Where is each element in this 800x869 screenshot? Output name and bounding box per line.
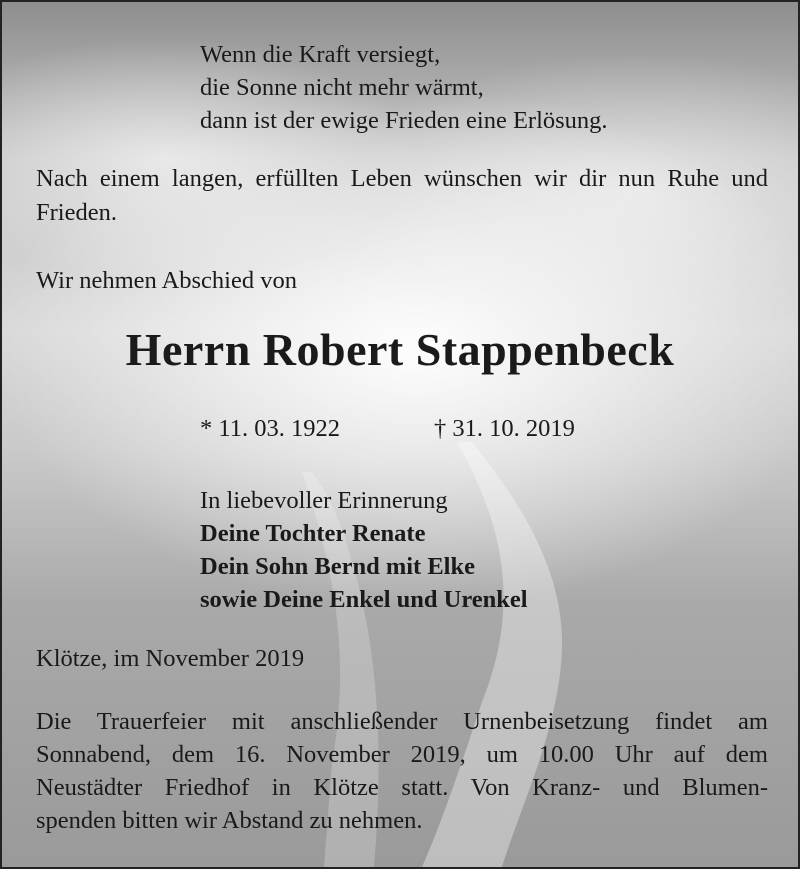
poem-line-2: die Sonne nicht mehr wärmt, (200, 74, 484, 101)
death-date: † 31. 10. 2019 (434, 415, 575, 442)
mourners-intro: In liebevoller Erinnerung (200, 487, 448, 514)
deceased-name: Herrn Robert Stappenbeck (125, 324, 675, 375)
poem-line-1: Wenn die Kraft versiegt, (200, 41, 441, 68)
funeral-line-1: Die Trauerfeier mit anschließender Urnenbeisetzung findet am (36, 708, 768, 735)
mourner-line-2: Dein Sohn Bernd mit Elke (200, 553, 475, 580)
funeral-line-2: Sonnabend, dem 16. November 2019, um 10.00 Uhr auf dem (36, 741, 768, 768)
funeral-line-4: spenden bitten wir Abstand zu nehmen. (36, 807, 423, 834)
poem-line-3: dann ist der ewige Frieden eine Erlösung. (200, 107, 608, 134)
farewell-text: Wir nehmen Abschied von (36, 267, 297, 294)
mourner-line-1: Deine Tochter Renate (200, 520, 426, 547)
mourner-line-3: sowie Deine Enkel und Urenkel (200, 586, 528, 613)
place-date: Klötze, im November 2019 (36, 645, 305, 672)
birth-date: * 11. 03. 1922 (200, 415, 340, 442)
funeral-line-3: Neustädter Friedhof in Klötze statt. Von Kranz- und Blumen- (36, 774, 768, 801)
intro-text: Nach einem langen, erfüllten Leben wünschen wir dir nun Ruhe und Frieden. (36, 165, 768, 226)
